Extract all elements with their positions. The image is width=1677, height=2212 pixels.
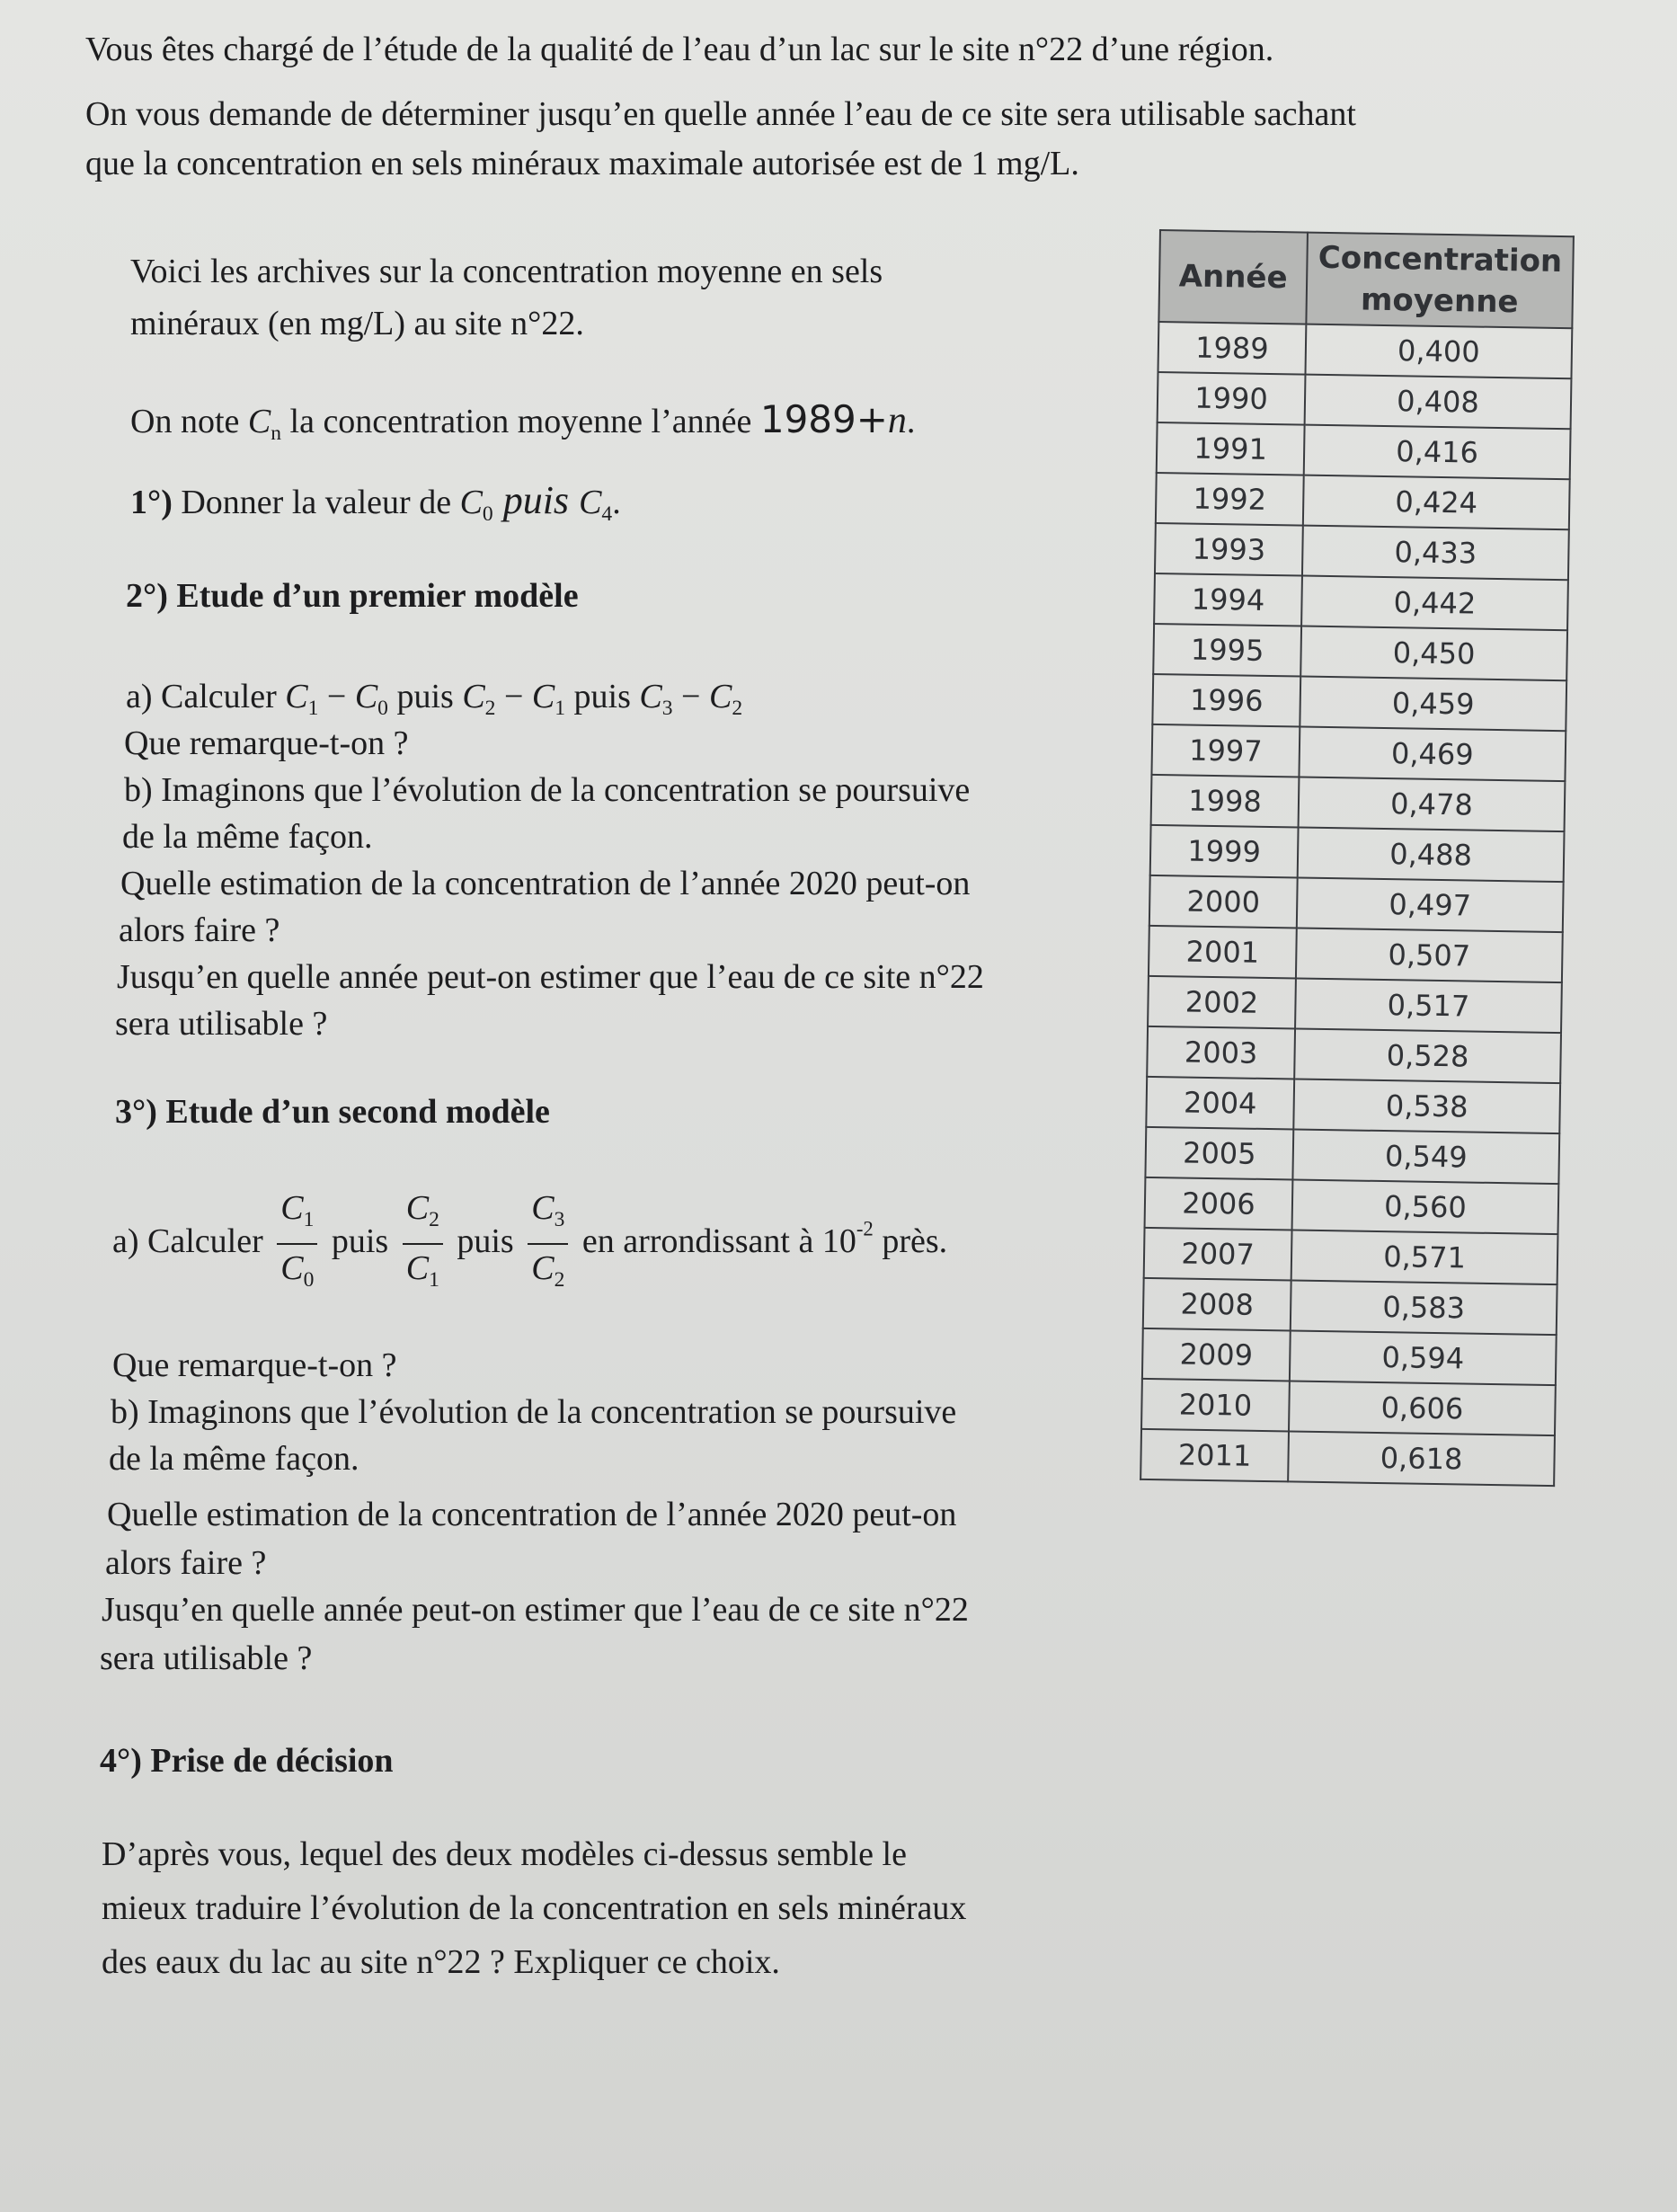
table-row [1145, 1127, 1559, 1184]
s2-b-line-6: sera utilisable ? [115, 1005, 328, 1043]
concentration-cell: 0,538 [1293, 1079, 1560, 1133]
table-row [1149, 926, 1563, 982]
column-header-concentration: Concentration moyenne [1306, 233, 1574, 329]
concentration-cell: 0,442 [1301, 576, 1568, 631]
table-row [1158, 322, 1573, 378]
s2-b-line-5: Jusqu’en quelle année peut-on estimer que l’eau de ce site n°22 [117, 958, 984, 996]
table-row [1150, 825, 1565, 882]
s4-line-1: D’après vous, lequel des deux modèles ci-dessus semble le [102, 1835, 907, 1873]
concentration-cell: 0,497 [1297, 878, 1564, 933]
year-cell: 2004 [1146, 1077, 1294, 1130]
s4-line-2: mieux traduire l’évolution de la concentration en sels minéraux [102, 1889, 967, 1927]
year-cell: 1990 [1158, 372, 1306, 425]
section-3-heading: 3°) Etude d’un second modèle [115, 1093, 550, 1131]
table-row [1155, 523, 1569, 580]
concentration-table [1140, 229, 1575, 1487]
s2-remark: Que remarque-t-on ? [124, 724, 409, 762]
year-cell: 1995 [1153, 624, 1301, 677]
year-cell: 1997 [1151, 724, 1300, 777]
table-row [1148, 976, 1562, 1033]
archives-line-2: minéraux (en mg/L) au site n°22. [130, 305, 584, 342]
notation-line: On note $C_n$ la concentration moyenne l’année 1989+n. [130, 397, 916, 446]
year-cell: 2009 [1142, 1328, 1291, 1381]
concentration-cell: 0,606 [1289, 1381, 1556, 1435]
year-cell: 1999 [1150, 825, 1299, 878]
year-cell: 2006 [1145, 1177, 1293, 1230]
table-row [1151, 724, 1566, 781]
concentration-cell: 0,424 [1303, 475, 1570, 530]
year-cell: 2011 [1140, 1429, 1289, 1482]
concentration-cell: 0,469 [1299, 727, 1566, 782]
s3-b-line-2: de la même façon. [109, 1440, 359, 1478]
concentration-cell: 0,450 [1300, 626, 1567, 681]
intro-line-2: On vous demande de déterminer jusqu’en quelle année l’eau de ce site sera utilisable sachant [85, 95, 1356, 133]
table-row [1157, 422, 1571, 479]
table-body [1140, 322, 1572, 1486]
year-cell: 2007 [1144, 1228, 1292, 1281]
intro-line-1: Vous êtes chargé de l’étude de la qualité de l’eau d’un lac sur le site n°22 d’une région. [85, 31, 1274, 68]
year-cell: 1993 [1155, 523, 1303, 576]
s3-b-line-4: alors faire ? [105, 1544, 267, 1582]
table-row [1143, 1278, 1557, 1335]
table-row [1141, 1379, 1556, 1435]
year-cell: 2005 [1145, 1127, 1293, 1180]
column-header-year: Année [1158, 230, 1308, 324]
table-row [1158, 372, 1572, 429]
year-cell: 1991 [1157, 422, 1305, 475]
question-1: 1°) Donner la valeur de $C_0$ puis $C_4$. [130, 478, 621, 527]
concentration-cell: 0,416 [1304, 425, 1571, 480]
s2-a-line: a) Calculer $C_1 - C_0$ puis $C_2 - C_1$ puis $C_3 - C_2$ [126, 678, 743, 721]
table-row [1144, 1228, 1558, 1284]
intro-line-3: que la concentration en sels minéraux maximale autorisée est de 1 mg/L. [85, 145, 1079, 182]
table-row [1153, 624, 1567, 680]
year-cell: 1992 [1156, 473, 1304, 526]
year-cell: 1996 [1152, 674, 1300, 727]
s2-b-line-2: de la même façon. [122, 818, 373, 856]
concentration-cell: 0,459 [1300, 677, 1566, 732]
year-cell: 1994 [1154, 573, 1302, 626]
year-cell: 2002 [1148, 976, 1296, 1029]
s3-a-line: a) Calculer $\frac{C_1}{C_0}$ puis $\frac{C_2}{C_1}$ puis $\frac{C_3}{C_2}$ en arrondissant à $10^{-2}$ près. [112, 1186, 947, 1301]
s3-b-line-6: sera utilisable ? [100, 1639, 313, 1677]
table-row [1154, 573, 1568, 630]
year-cell: 2008 [1143, 1278, 1291, 1331]
section-2-heading: 2°) Etude d’un premier modèle [126, 577, 579, 615]
table-row [1149, 875, 1564, 932]
table-row [1140, 1429, 1555, 1486]
concentration-cell: 0,433 [1302, 526, 1569, 581]
concentration-cell: 0,594 [1290, 1330, 1557, 1385]
concentration-cell: 0,549 [1292, 1129, 1559, 1184]
concentration-cell: 0,488 [1298, 828, 1565, 883]
table-header-row [1158, 230, 1574, 328]
concentration-cell: 0,400 [1305, 324, 1572, 379]
s2-b-line-3: Quelle estimation de la concentration de l’année 2020 peut-on [120, 865, 971, 902]
year-cell: 2010 [1141, 1379, 1290, 1432]
table-row [1145, 1177, 1559, 1234]
s2-b-line-1: b) Imaginons que l’évolution de la concentration se poursuive [124, 771, 971, 809]
concentration-cell: 0,583 [1291, 1280, 1557, 1335]
s2-b-line-4: alors faire ? [119, 911, 280, 949]
table-row [1146, 1077, 1560, 1133]
year-cell: 1998 [1151, 775, 1300, 828]
concentration-cell: 0,517 [1295, 978, 1562, 1033]
archives-line-1: Voici les archives sur la concentration moyenne en sels [130, 253, 883, 290]
concentration-cell: 0,618 [1288, 1431, 1555, 1486]
year-cell: 2001 [1149, 926, 1297, 979]
table-row [1152, 674, 1566, 731]
year-cell: 1989 [1158, 322, 1307, 375]
concentration-cell: 0,571 [1291, 1230, 1558, 1284]
section-4-heading: 4°) Prise de décision [100, 1742, 394, 1780]
concentration-cell: 0,408 [1305, 375, 1572, 430]
year-cell: 2000 [1149, 875, 1298, 928]
s3-b-line-1: b) Imaginons que l’évolution de la concentration se poursuive [111, 1393, 957, 1431]
s3-remark: Que remarque-t-on ? [112, 1346, 397, 1384]
concentration-cell: 0,528 [1294, 1028, 1561, 1083]
s4-line-3: des eaux du lac au site n°22 ? Expliquer ce choix. [102, 1943, 780, 1981]
table-row [1156, 473, 1570, 529]
s3-b-line-5: Jusqu’en quelle année peut-on estimer que l’eau de ce site n°22 [102, 1591, 969, 1629]
concentration-cell: 0,507 [1296, 928, 1563, 982]
concentration-cell: 0,478 [1299, 777, 1566, 832]
s3-b-line-3: Quelle estimation de la concentration de l’année 2020 peut-on [107, 1496, 957, 1533]
concentration-cell: 0,560 [1292, 1179, 1559, 1234]
table-row [1151, 775, 1566, 831]
table-row [1147, 1026, 1561, 1083]
year-cell: 2003 [1147, 1026, 1295, 1079]
table-row [1142, 1328, 1557, 1385]
